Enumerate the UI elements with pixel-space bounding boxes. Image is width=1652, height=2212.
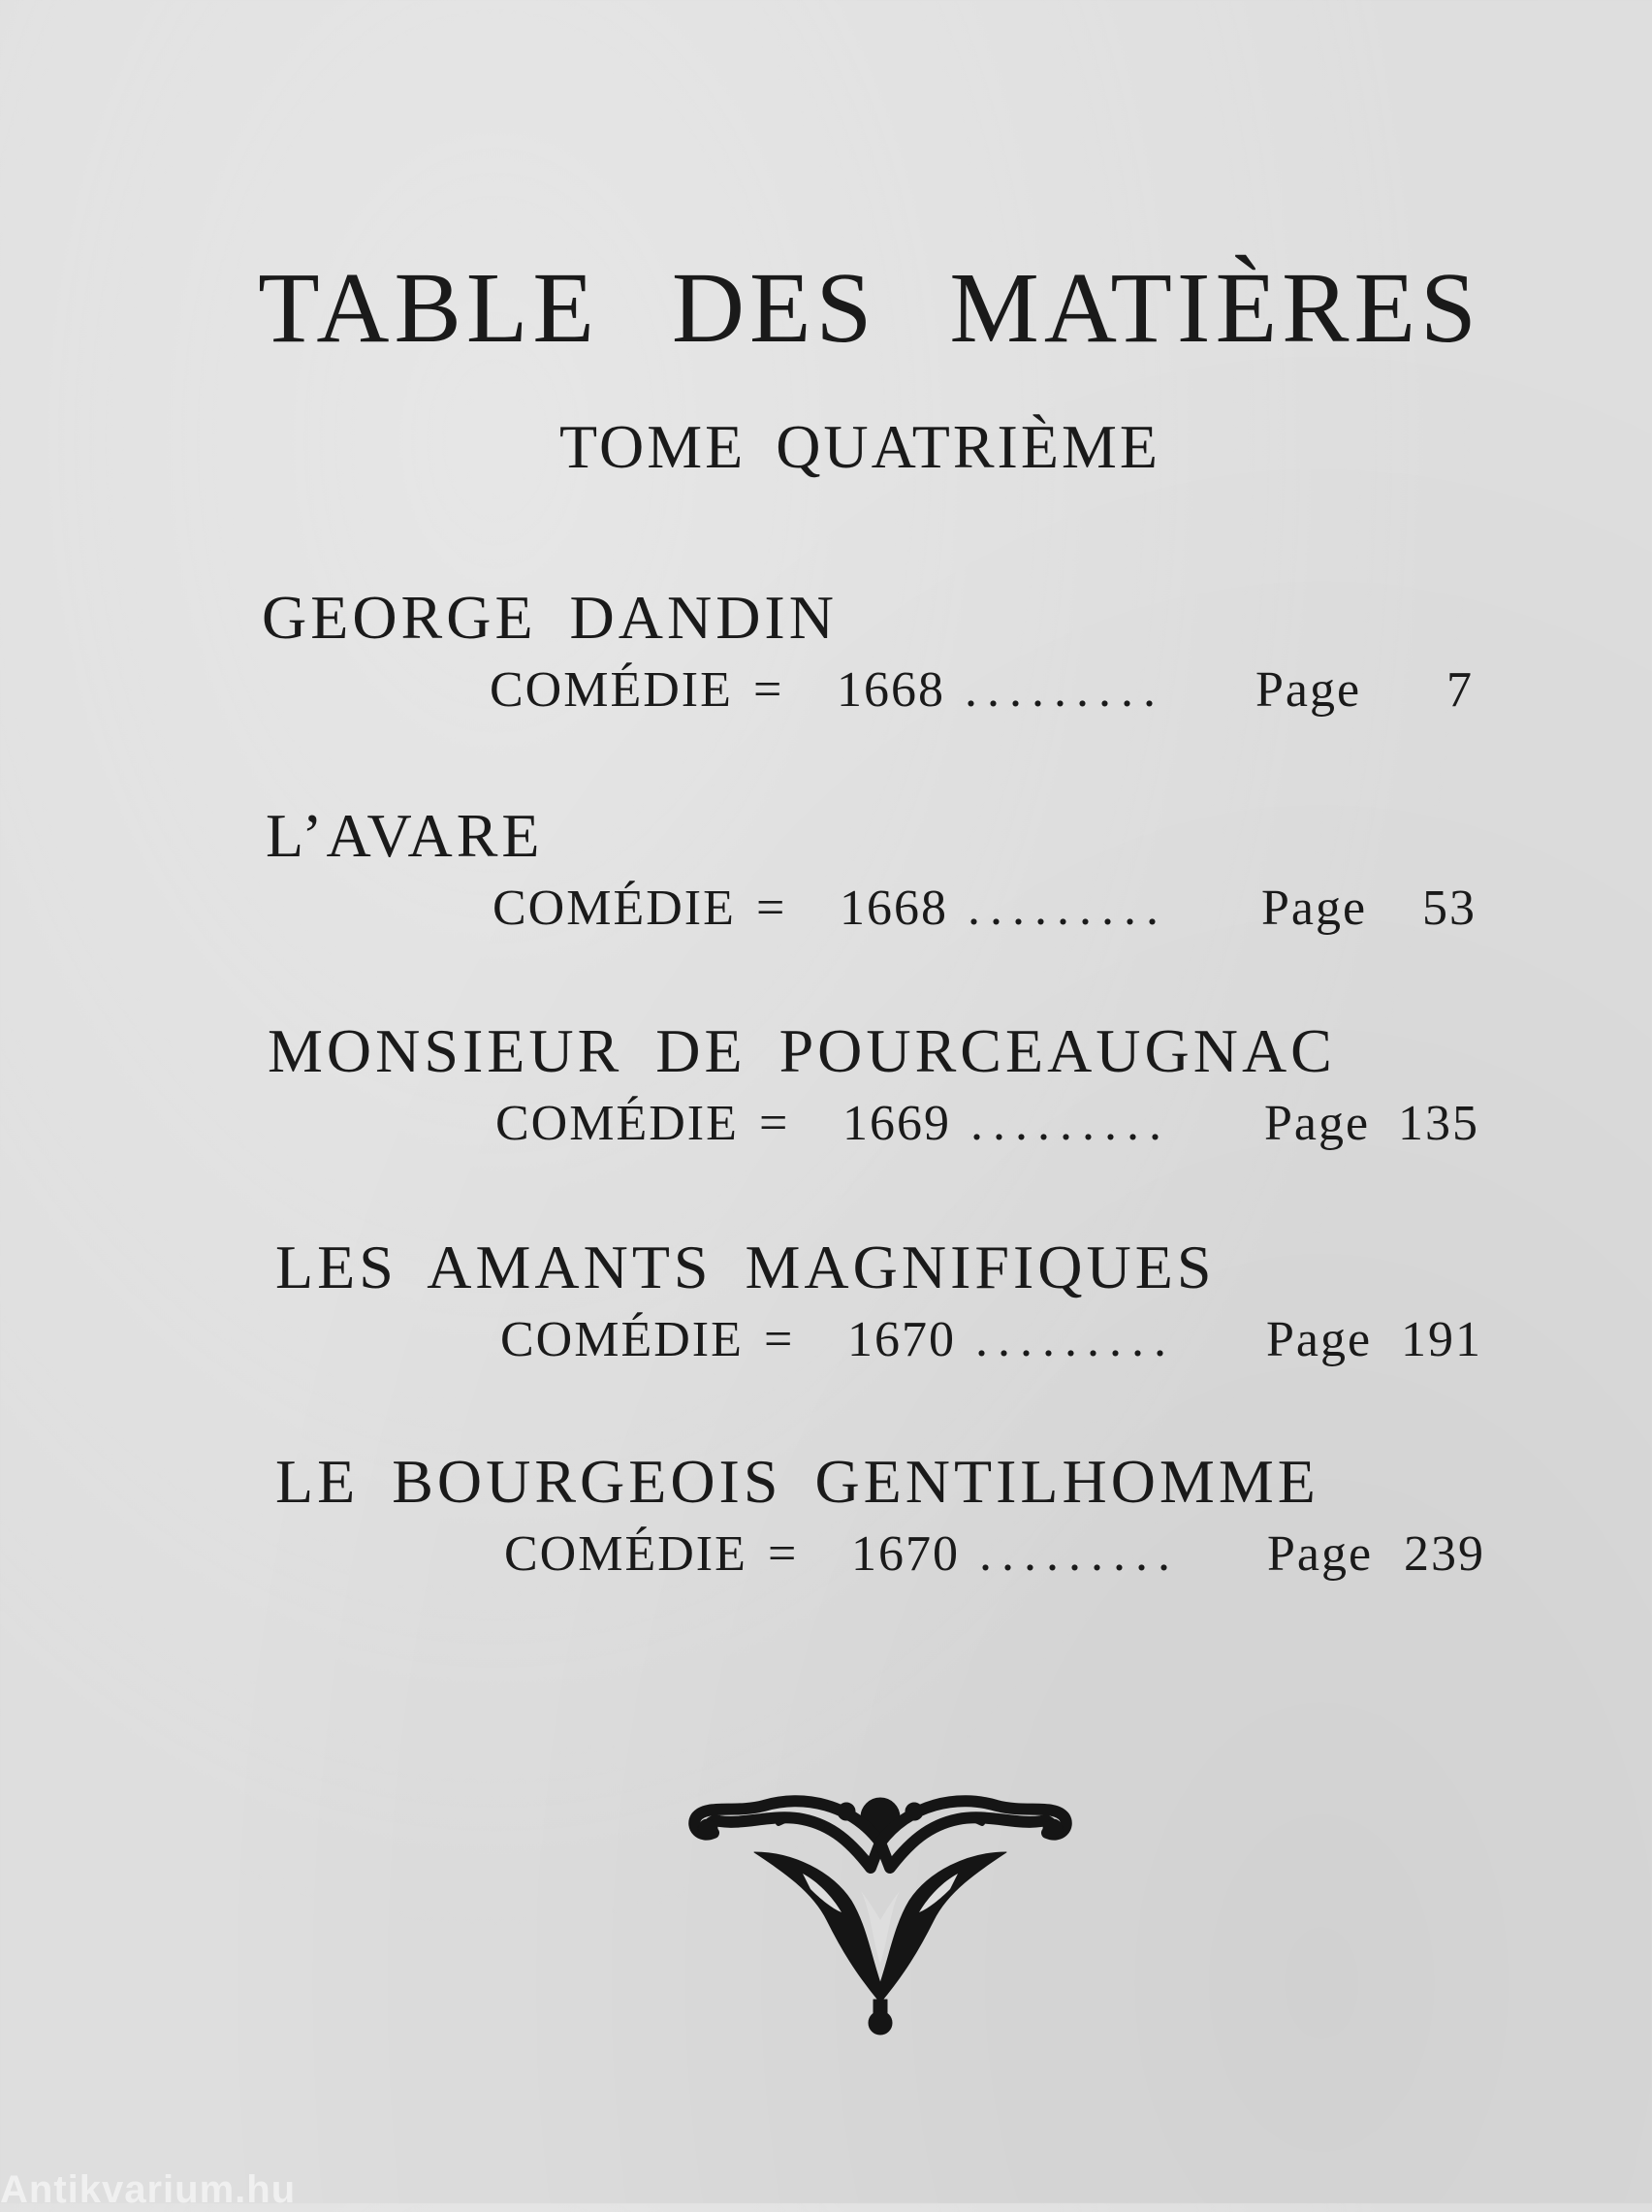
watermark: Antikvarium.hu: [0, 2168, 297, 2211]
entry-details: [495, 1095, 1484, 1153]
entry-year: 1669: [842, 1096, 951, 1151]
entry-year: 1670: [847, 1312, 956, 1367]
entry-genre: COMÉDIE: [492, 881, 736, 936]
entry-separator: =: [764, 1312, 795, 1367]
entry-separator: =: [759, 1096, 790, 1151]
entry-genre: COMÉDIE: [500, 1312, 744, 1367]
entry-title: MONSIEUR DE POURCEAUGNAC: [268, 1016, 1336, 1085]
entry-separator: =: [768, 1526, 799, 1582]
volume-subtitle: TOME QUATRIÈME: [559, 412, 1160, 481]
leader-dots: .........: [968, 881, 1168, 936]
entry-genre: COMÉDIE: [490, 662, 733, 718]
entry-year: 1670: [851, 1526, 960, 1582]
page-label: Page: [1267, 1526, 1374, 1582]
page-number: 7: [1446, 662, 1474, 718]
entry-details: [504, 1525, 1493, 1584]
leader-dots: .........: [970, 1096, 1171, 1151]
page-number: 239: [1404, 1526, 1485, 1582]
page-label: Page: [1261, 881, 1368, 936]
entry-year: 1668: [837, 662, 945, 718]
leader-dots: .........: [975, 1312, 1176, 1367]
page-number: 191: [1401, 1312, 1482, 1367]
entry-genre: COMÉDIE: [504, 1526, 747, 1582]
leader-dots: .........: [979, 1526, 1180, 1582]
page-title: TABLE DES MATIÈRES: [258, 252, 1481, 364]
entry-details: [492, 880, 1481, 938]
entry-title: LE BOURGEOIS GENTILHOMME: [275, 1447, 1319, 1516]
leader-dots: .........: [965, 662, 1165, 718]
entry-details: [490, 661, 1478, 720]
entry-details: [500, 1311, 1489, 1369]
entry-year: 1668: [840, 881, 948, 936]
page-label: Page: [1255, 662, 1362, 718]
page-label: Page: [1264, 1096, 1371, 1151]
floral-vignette-icon: [686, 1784, 1074, 2036]
page-label: Page: [1266, 1312, 1373, 1367]
entry-title: L’AVARE: [266, 801, 544, 870]
entry-genre: COMÉDIE: [495, 1096, 739, 1151]
page-number: 135: [1398, 1096, 1479, 1151]
entry-title: GEORGE DANDIN: [262, 583, 838, 652]
entry-separator: =: [753, 662, 784, 718]
entry-separator: =: [756, 881, 787, 936]
page-number: 53: [1422, 881, 1477, 936]
entry-title: LES AMANTS MAGNIFIQUES: [275, 1233, 1216, 1301]
